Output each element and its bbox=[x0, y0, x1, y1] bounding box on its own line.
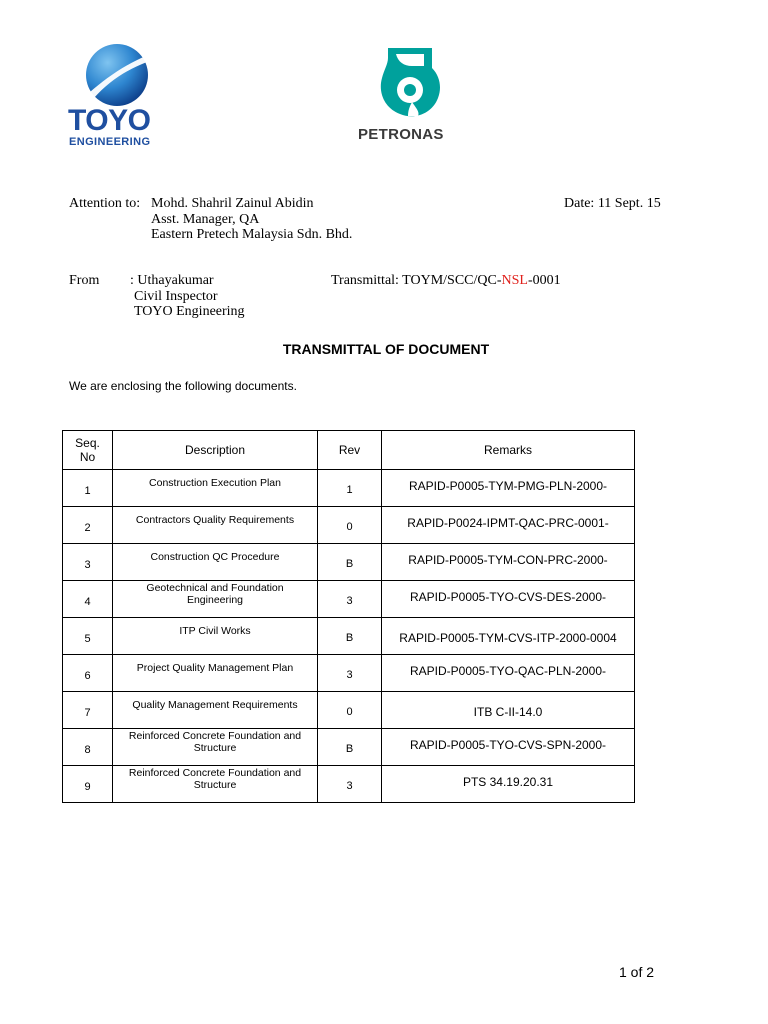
attention-company: Eastern Pretech Malaysia Sdn. Bhd. bbox=[151, 227, 353, 242]
cell-description bbox=[113, 581, 318, 618]
cell-rev: 1 bbox=[318, 470, 382, 507]
cell-remarks-text: RAPID-P0005-TYO-CVS-SPN-2000- bbox=[409, 738, 607, 752]
table-row bbox=[63, 507, 635, 544]
table-row bbox=[63, 692, 635, 729]
toyo-subtitle: ENGINEERING bbox=[69, 136, 151, 148]
attention-position: Asst. Manager, QA bbox=[151, 212, 260, 227]
cell-rev: 3 bbox=[318, 766, 382, 803]
header-rev: Rev bbox=[318, 431, 382, 470]
cell-rev: 3 bbox=[318, 655, 382, 692]
cell-remarks bbox=[382, 655, 635, 692]
cell-remarks bbox=[382, 766, 635, 803]
cell-description-text: Reinforced Concrete Foundation and Structure bbox=[128, 767, 302, 791]
cell-remarks bbox=[382, 544, 635, 581]
cell-remarks-text: RAPID-P0005-TYM-PMG-PLN-2000- bbox=[408, 479, 608, 493]
document-date: Date: 11 Sept. 15 bbox=[564, 196, 661, 211]
transmittal-suffix: -0001 bbox=[527, 273, 561, 288]
cell-remarks bbox=[382, 729, 635, 766]
cell-seq: 8 bbox=[63, 729, 113, 766]
cell-description-text: Quality Management Requirements bbox=[132, 699, 298, 711]
cell-remarks bbox=[382, 692, 635, 729]
cell-description-text: Project Quality Management Plan bbox=[136, 662, 294, 674]
table-header-row bbox=[63, 431, 635, 470]
from-position: Civil Inspector bbox=[134, 289, 218, 304]
header-seq bbox=[63, 431, 113, 470]
attention-name: Mohd. Shahril Zainul Abidin bbox=[151, 196, 314, 211]
cell-description bbox=[113, 507, 318, 544]
cell-remarks-text: RAPID-P0005-TYO-CVS-DES-2000- bbox=[409, 590, 607, 604]
petronas-emblem-icon bbox=[374, 44, 446, 120]
toyo-wordmark: TOYO bbox=[68, 104, 151, 137]
cell-description bbox=[113, 692, 318, 729]
cell-remarks bbox=[382, 618, 635, 655]
intro-text: We are enclosing the following documents. bbox=[69, 379, 297, 393]
table-row bbox=[63, 618, 635, 655]
header-seq-label: Seq. No bbox=[75, 436, 100, 464]
cell-description-text: Construction Execution Plan bbox=[149, 477, 281, 489]
table-row bbox=[63, 766, 635, 803]
cell-description bbox=[113, 655, 318, 692]
cell-remarks-text: PTS 34.19.20.31 bbox=[462, 775, 554, 789]
cell-rev: B bbox=[318, 544, 382, 581]
cell-rev: 0 bbox=[318, 507, 382, 544]
cell-seq: 9 bbox=[63, 766, 113, 803]
cell-description-text: Contractors Quality Requirements bbox=[135, 514, 295, 526]
table-row bbox=[63, 544, 635, 581]
cell-description bbox=[113, 729, 318, 766]
petronas-wordmark: PETRONAS bbox=[358, 126, 444, 143]
cell-remarks-text: RAPID-P0005-TYM-CON-PRC-2000- bbox=[408, 553, 608, 567]
table-row bbox=[63, 729, 635, 766]
table-row bbox=[63, 655, 635, 692]
from-label: From bbox=[69, 273, 100, 288]
cell-seq: 3 bbox=[63, 544, 113, 581]
cell-remarks bbox=[382, 581, 635, 618]
petronas-logo bbox=[352, 44, 472, 148]
cell-rev: B bbox=[318, 729, 382, 766]
transmittal-highlight: NSL bbox=[501, 273, 528, 288]
cell-seq: 6 bbox=[63, 655, 113, 692]
transmittal-number bbox=[331, 273, 561, 289]
header-remarks: Remarks bbox=[382, 431, 635, 470]
table-row bbox=[63, 470, 635, 507]
toyo-globe-icon bbox=[84, 42, 150, 108]
page-number: 1 of 2 bbox=[619, 964, 655, 980]
attention-label: Attention to: bbox=[69, 196, 141, 211]
cell-description-text: Construction QC Procedure bbox=[150, 551, 280, 563]
cell-remarks bbox=[382, 470, 635, 507]
cell-seq: 7 bbox=[63, 692, 113, 729]
cell-seq: 1 bbox=[63, 470, 113, 507]
cell-description bbox=[113, 470, 318, 507]
cell-description bbox=[113, 766, 318, 803]
transmittal-prefix: Transmittal: TOYM/SCC/QC- bbox=[331, 273, 502, 288]
cell-remarks bbox=[382, 507, 635, 544]
cell-seq: 4 bbox=[63, 581, 113, 618]
cell-description bbox=[113, 544, 318, 581]
cell-description-text: Reinforced Concrete Foundation and Structure bbox=[128, 730, 302, 754]
cell-seq: 2 bbox=[63, 507, 113, 544]
cell-description bbox=[113, 618, 318, 655]
cell-rev: 0 bbox=[318, 692, 382, 729]
documents-table bbox=[62, 430, 635, 803]
table-row bbox=[63, 581, 635, 618]
cell-remarks-text: RAPID-P0005-TYM-CVS-ITP-2000-0004 bbox=[399, 631, 617, 645]
toyo-logo bbox=[68, 40, 168, 150]
cell-seq: 5 bbox=[63, 618, 113, 655]
header-description: Description bbox=[113, 431, 318, 470]
cell-description-text: Geotechnical and Foundation Engineering bbox=[146, 582, 284, 606]
cell-rev: B bbox=[318, 618, 382, 655]
cell-rev: 3 bbox=[318, 581, 382, 618]
cell-remarks-text: RAPID-P0024-IPMT-QAC-PRC-0001- bbox=[407, 516, 609, 530]
from-name: : Uthayakumar bbox=[130, 273, 214, 288]
from-company: TOYO Engineering bbox=[134, 304, 245, 319]
cell-remarks-text: ITB C-II-14.0 bbox=[473, 705, 543, 719]
cell-remarks-text: RAPID-P0005-TYO-QAC-PLN-2000- bbox=[409, 664, 607, 678]
cell-description-text: ITP Civil Works bbox=[179, 625, 251, 637]
document-title: TRANSMITTAL OF DOCUMENT bbox=[282, 341, 490, 357]
